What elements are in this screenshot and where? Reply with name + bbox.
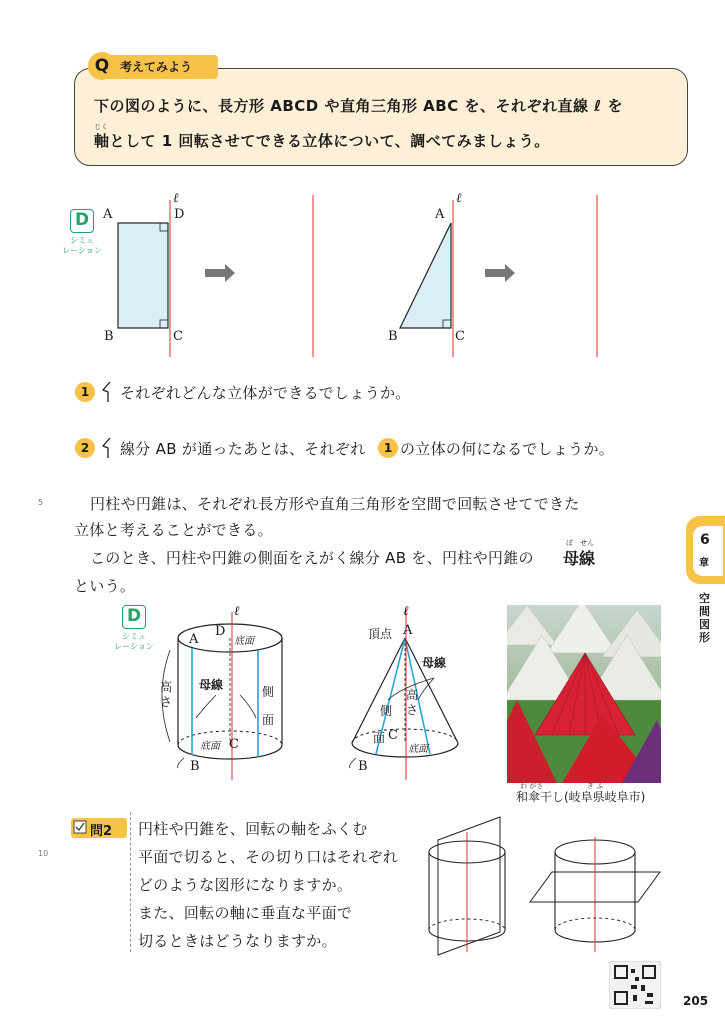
cone-height: 高さ (406, 688, 419, 717)
rectangle-abcd (118, 223, 168, 328)
cone-label-c: C (388, 728, 398, 743)
paragraph-line-4: という。 (74, 577, 136, 595)
cyl-top-base: 底面 (234, 636, 254, 647)
arrow-right-icon (205, 264, 235, 282)
rotation-arrow (178, 758, 184, 768)
simulation-label-2: レーション (62, 246, 102, 255)
question-number: 1 (75, 382, 95, 402)
cyl-bottom-base: 底面 (200, 741, 220, 752)
chapter-title: 空間図形 (699, 592, 710, 644)
label-a: A (103, 207, 113, 222)
cyl-label-d: D (215, 624, 226, 639)
right-triangle-abc (400, 223, 451, 328)
label-ell: ℓ (173, 191, 179, 206)
cyl-side-2: 面 (262, 713, 275, 727)
photo-caption: 和傘干し(岐阜県岐阜市) (516, 790, 646, 804)
simulation-label-1: シミュ (122, 632, 146, 641)
arrow-right-icon (485, 264, 515, 282)
figure-cylinder-cone (140, 600, 500, 785)
question-box (74, 68, 688, 166)
q-letter: Q (88, 52, 116, 80)
simulation-d-icon[interactable]: D (122, 605, 146, 629)
label-a: A (435, 207, 445, 222)
cyl-label-b: B (190, 759, 200, 774)
line-number: 5 (38, 498, 44, 507)
simulation-label-1: シミュ (70, 236, 94, 245)
question-ref-number: 1 (378, 438, 398, 458)
caption-ruby-2: ぎ ふ (587, 782, 604, 790)
question-mark-icon (100, 380, 114, 404)
umbrella-photo-illustration (507, 605, 661, 783)
label-b: B (388, 329, 398, 344)
q-ruby: じく (94, 123, 108, 131)
cone-generatrix-label: 母線 (422, 656, 447, 670)
cone-bottom-front (352, 743, 458, 757)
qr-code-icon[interactable] (609, 961, 661, 1009)
cone-bottom-base: 底面 (408, 744, 428, 755)
cone-label-a: A (403, 623, 413, 638)
photo-wagasa (507, 605, 661, 783)
vertical-plane (438, 817, 500, 955)
q-line-1: 下の図のように、長方形 ABCD や直角三角形 ABC を、それぞれ直線 ℓ を (94, 97, 623, 115)
label-b: B (104, 329, 114, 344)
label-d: D (174, 207, 185, 222)
toi-line-5: 切るときはどうなりますか。 (138, 932, 337, 950)
question-2-text-after: の立体の何になるでしょうか。 (400, 440, 615, 458)
toi-label: 問2 (90, 824, 113, 839)
question-2-text-before: 線分 AB が通ったあとは、それぞれ (120, 440, 366, 458)
generatrix-pointer (196, 695, 216, 718)
cone-side-1: 側 (380, 704, 393, 718)
paragraph-line-2: 立体と考えることができる。 (74, 521, 273, 539)
generatrix-pointer (240, 695, 256, 718)
generatrix-pointer (418, 678, 434, 700)
q-label: 考えてみよう (120, 60, 193, 74)
rotation-arrow (350, 758, 356, 768)
question-number: 2 (75, 438, 95, 458)
q-line-2: 軸として 1 回転させてできる立体について、調べてみましょう。 (94, 132, 550, 150)
cyl-side-1: 側 (262, 685, 275, 699)
caption-ruby-1: わ がさ (520, 782, 544, 790)
cyl-label-c: C (229, 737, 239, 752)
page-number: 205 (683, 994, 709, 1008)
label-ell: ℓ (234, 604, 240, 619)
cyl-label-a: A (189, 632, 199, 647)
term-ruby: ぼ せん (566, 539, 594, 547)
line-number: 10 (38, 849, 49, 858)
toi-line-1: 円柱や円錐を、回転の軸をふくむ (138, 820, 368, 838)
chapter-unit: 章 (699, 558, 709, 569)
cone-label-b: B (358, 759, 368, 774)
question-1-text: それぞれどんな立体ができるでしょうか。 (120, 384, 411, 402)
cone-side-2: 面 (373, 731, 386, 745)
figure-cross-sections (420, 812, 670, 962)
label-ell: ℓ (456, 191, 462, 206)
label-c: C (173, 329, 183, 344)
toi-line-4: また、回転の軸に垂直な平面で (138, 904, 353, 922)
cyl-height: 高さ (160, 680, 173, 709)
term-generatrix: 母線 (563, 549, 596, 568)
toi-line-2: 平面で切ると、その切り口はそれぞれ (138, 848, 399, 866)
toi-line-3: どのような図形になりますか。 (138, 876, 353, 894)
toi-divider (130, 812, 132, 952)
paragraph-line-3: このとき、円柱や円錐の側面をえがく線分 AB を、円柱や円錐の (90, 549, 534, 567)
cyl-generatrix-label: 母線 (199, 678, 224, 692)
cone-apex: 頂点 (368, 627, 393, 641)
checkbox-icon[interactable] (73, 820, 87, 834)
simulation-d-icon[interactable]: D (70, 209, 94, 233)
question-mark-icon (100, 436, 114, 460)
label-c: C (455, 329, 465, 344)
paragraph-line-1: 円柱や円錐は、それぞれ長方形や直角三角形を空間で回転させてできた (90, 495, 580, 513)
chapter-number: 6 (700, 532, 710, 548)
simulation-label-2: レーション (114, 642, 154, 651)
label-ell: ℓ (403, 604, 409, 619)
